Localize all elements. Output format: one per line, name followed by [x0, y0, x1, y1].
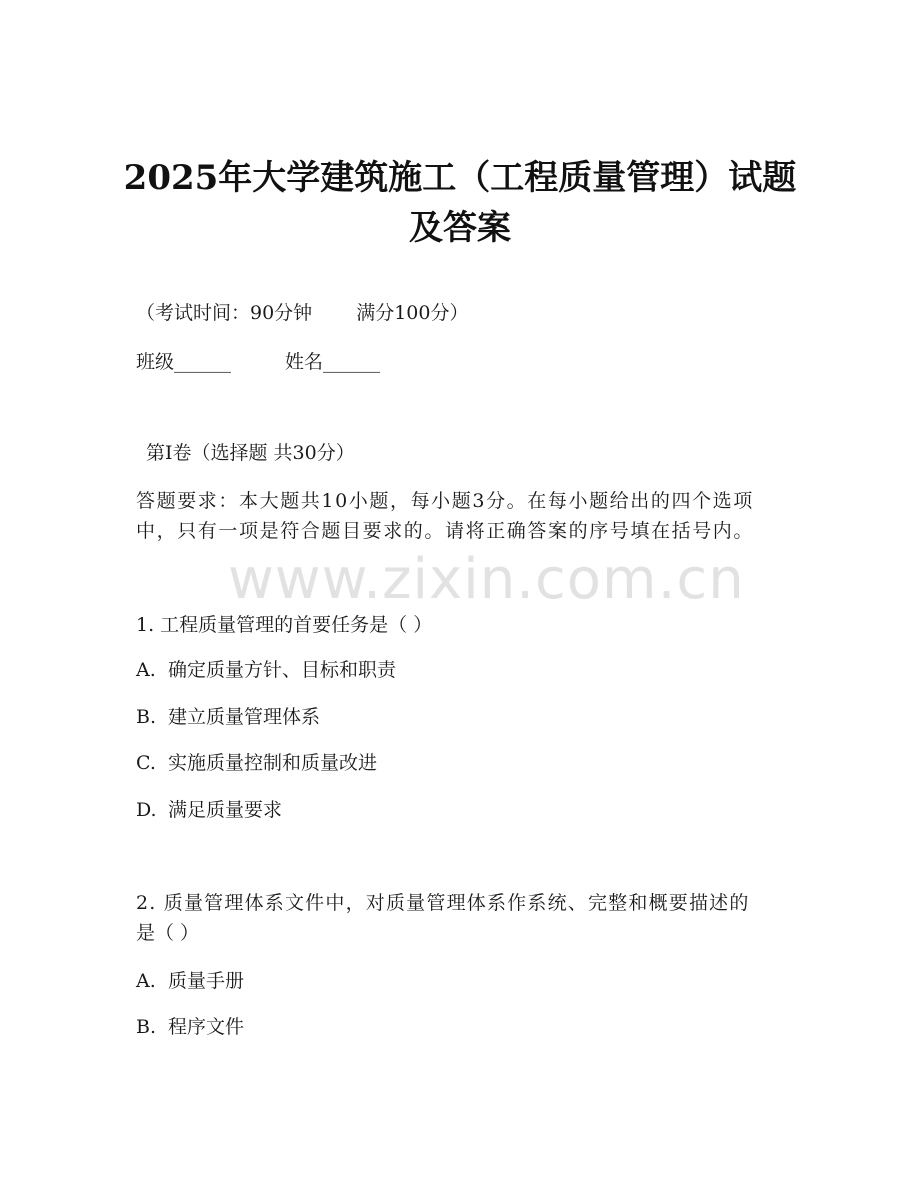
document-title-line2: 及答案: [409, 208, 511, 248]
option-text: 建立质量管理体系: [168, 706, 321, 728]
option-letter: B.: [136, 706, 157, 728]
option-letter: B.: [136, 1016, 157, 1038]
class-field-label: 班级______: [136, 351, 232, 373]
option-text: 确定质量方针、目标和职责: [168, 659, 397, 681]
student-info: [136, 349, 380, 375]
option-letter: A.: [136, 970, 156, 992]
option-text: 程序文件: [168, 1016, 245, 1038]
exam-full-score: 满分100分）: [356, 302, 469, 324]
question-2-stem-line1: 2. 质量管理体系文件中，对质量管理体系作系统、完整和概要描述的: [136, 892, 750, 914]
option-letter: C.: [136, 752, 156, 774]
question-1-option-b: [136, 704, 320, 730]
section-heading: 第I卷（选择题 共30分）: [146, 442, 355, 464]
question-2-option-a: [136, 968, 244, 994]
question-1-stem: 1. 工程质量管理的首要任务是（ ）: [136, 614, 433, 636]
document-title-line1: 2025年大学建筑施工（工程质量管理）试题: [123, 158, 797, 198]
exam-info: [136, 300, 468, 326]
exam-time: （考试时间：90分钟: [136, 302, 313, 324]
option-text: 满足质量要求: [168, 799, 283, 821]
instructions-line2: 中，只有一项是符合题目要求的。请将正确答案的序号填在括号内。: [136, 520, 755, 542]
option-letter: D.: [136, 799, 157, 821]
option-text: 实施质量控制和质量改进: [168, 752, 378, 774]
question-2-stem-line2: 是（ ）: [136, 922, 200, 944]
question-1-option-c: [136, 750, 377, 776]
question-1-option-d: [136, 797, 282, 823]
option-letter: A.: [136, 659, 156, 681]
instructions-line1: 答题要求：本大题共10小题，每小题3分。在每小题给出的四个选项: [136, 490, 754, 512]
name-field-label: 姓名______: [285, 351, 381, 373]
option-text: 质量手册: [168, 970, 245, 992]
question-2-option-b: [136, 1014, 244, 1040]
question-1-option-a: [136, 657, 396, 683]
watermark-text: www.zixin.com.cn: [228, 547, 745, 612]
